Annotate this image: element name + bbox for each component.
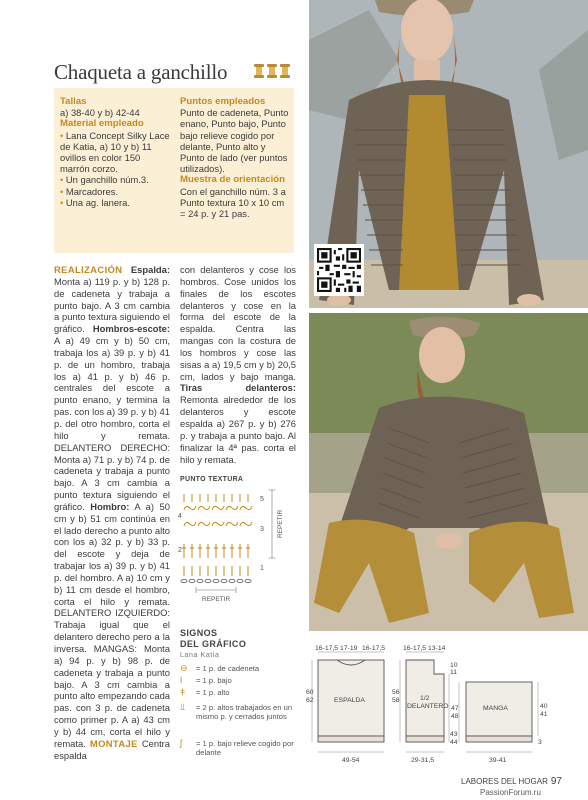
- svg-text:62: 62: [306, 697, 314, 704]
- row-number: 2: [178, 547, 182, 554]
- list-item: • Una ag. lanera.: [60, 196, 130, 208]
- chart-stitch: [198, 506, 210, 510]
- svg-text:ESPALDA: ESPALDA: [334, 697, 365, 704]
- qr-code[interactable]: [314, 244, 364, 296]
- subheading: Tiras delanteros:: [180, 382, 296, 394]
- svg-text:13-14: 13-14: [428, 645, 446, 652]
- spool-icon: [267, 64, 277, 78]
- svg-text:29-31,5: 29-31,5: [411, 757, 435, 764]
- page-title: Chaqueta a ganchillo: [54, 60, 228, 84]
- repeat-label-vertical: REPETIR: [277, 509, 284, 538]
- chart-stitch: [240, 506, 252, 510]
- row-number: 4: [178, 513, 182, 520]
- row-number: 1: [260, 565, 264, 572]
- svg-text:47: 47: [451, 705, 459, 712]
- punto-bajo-symbol-icon: ǀ: [180, 675, 183, 685]
- svg-text:DELANTERO: DELANTERO: [407, 703, 449, 710]
- instructions-column-2: [180, 264, 296, 465]
- spool-icon: [254, 64, 264, 78]
- chart-stitch: [184, 506, 196, 510]
- svg-text:49-54: 49-54: [342, 757, 360, 764]
- svg-text:58: 58: [392, 697, 400, 704]
- chart-stitch: [212, 506, 224, 510]
- materials-box: [54, 88, 294, 253]
- svg-text:48: 48: [451, 713, 459, 720]
- subheading: Hombros-escote:: [92, 323, 170, 335]
- svg-text:16-17,5: 16-17,5: [403, 645, 427, 652]
- paragraph: con delanteros y cose los hombros. Cose unidos los finales de los escotes delanteros y cose en la forma del escote de la espalda. Centra las mangas con la costura de los hombros y cose las sisas a a) 19,5 cm y b) 20,5 cm, lados y bajo manga.: [180, 264, 296, 382]
- bullet-icon: •: [60, 129, 66, 141]
- chart-stitch: [226, 522, 238, 526]
- qr-code-icon: [317, 247, 361, 293]
- stitches-column: [180, 96, 292, 219]
- paragraph: A a) 49 cm y b) 50 cm, trabaja los a) 39 p. y b) 41 p. de un hombro, trabaja los a) 41 p. y b) 46 p. centrales del escote a punto enano, y termina la pas. con los a) 39 p. y b) 41 p. del otro hombro, corta el hilo y remata. DELANTERO DERECHO: Monta a) 71 p. y b) 74 p. de cadeneta y trabaja a punto bajo. A 3 cm cambia a punto textura siguiendo el gráfico.: [54, 335, 170, 512]
- section-heading: MONTAJE: [89, 737, 138, 749]
- materials-column: [60, 96, 172, 208]
- box-heading: Muestra de orientación: [180, 174, 286, 186]
- magazine-name: LABORES DEL HOGAR: [461, 777, 548, 786]
- svg-text:44: 44: [450, 739, 458, 746]
- difficulty-rating: [254, 64, 290, 78]
- chart-stitch: [184, 522, 196, 526]
- chart-title: PUNTO TEXTURA: [180, 476, 244, 483]
- bullet-icon: •: [60, 174, 66, 186]
- svg-text:40: 40: [540, 703, 548, 710]
- svg-text:MANGA: MANGA: [483, 705, 508, 712]
- section-heading: REALIZACIÓN: [54, 264, 123, 275]
- chart-stitch: [212, 522, 224, 526]
- row-number: 5: [260, 496, 264, 503]
- svg-text:1/2: 1/2: [420, 695, 430, 702]
- paragraph: Centra espalda: [54, 737, 171, 761]
- svg-text:16-17,5: 16-17,5: [362, 645, 386, 652]
- cadeneta-symbol-icon: ⊖: [180, 663, 188, 673]
- instructions-column-1: [54, 264, 170, 761]
- paragraph: Monta a) 119 p. y b) 128 p. de cadeneta y trabaja a punto bajo. A 3 cm cambia a punto textura siguiendo el gráfico.: [54, 275, 170, 335]
- bullet-icon: •: [60, 196, 66, 208]
- paragraph: A a) 50 cm y b) 51 cm continúa en el lado derecho a punto alto con los a) 32 p. y b) 33 p. del escote y deja de trabajar los a) 39 p. y b) 41 p. del hombro. A a) 10 cm y b) 11 cm desde el hombro, corta el hilo y remata. DELANTERO IZQUIERDO: Trabaja igual que el delantero derecho pero a la inversa. MANGAS: Monta a) 94 p. y b) 98 p. de cadeneta y trabaja a punto bajo. A 3 cm cambia a punto alto empezando cada pas. con 3 p. de cadeneta como primer p. A a) 43 cm y b) 44 cm, corta el hilo y remata.: [54, 500, 170, 749]
- chart-stitch: [226, 506, 238, 510]
- legend-heading: SIGNOS DEL GRÁFICO Lana Katia: [180, 628, 247, 659]
- svg-text:11: 11: [450, 669, 458, 676]
- crochet-chart: [176, 486, 286, 604]
- spool-icon: [280, 64, 290, 78]
- bajo-relieve-symbol-icon: ʃ: [180, 738, 182, 748]
- bullet-icon: •: [60, 185, 66, 197]
- punto-alto-symbol-icon: ǂ: [180, 687, 186, 697]
- svg-text:60: 60: [306, 689, 314, 696]
- chart-stitch: [240, 522, 252, 526]
- repeat-label-horizontal: REPETIR: [202, 596, 231, 603]
- garment-schematics: [304, 640, 588, 765]
- chart-stitch: [198, 522, 210, 526]
- svg-text:43: 43: [450, 731, 458, 738]
- subheading: Espalda:: [130, 264, 170, 275]
- paragraph: Remonta alrededor de los delanteros y escote espalda a) 267 p. y b) 276 p. y trabaja a punto bajo. Al finalizar la 4ª pas. corta el hilo y remata.: [180, 394, 296, 465]
- model-photo-bottom: [309, 313, 588, 631]
- page-number: 97: [550, 776, 562, 787]
- svg-text:41: 41: [540, 711, 548, 718]
- watermark: PassionForum.ru: [480, 788, 541, 797]
- svg-text:39-41: 39-41: [489, 757, 507, 764]
- page-footer: [461, 776, 562, 787]
- box-heading: Puntos empleados: [180, 96, 266, 107]
- subheading: Hombro:: [90, 500, 130, 512]
- row-number: 3: [260, 526, 264, 533]
- svg-text:3: 3: [538, 739, 542, 746]
- box-text: a) 38-40 y b) 42-44: [60, 107, 140, 119]
- svg-text:17-19: 17-19: [340, 645, 358, 652]
- svg-text:16-17,5: 16-17,5: [315, 645, 339, 652]
- svg-text:56: 56: [392, 689, 400, 696]
- puntos-juntos-symbol-icon: ⫫: [180, 702, 186, 712]
- box-text: Punto de cadeneta, Punto enano, Punto bajo, Punto bajo relieve cogido por delante, Punto alto y Punto de lado (ver puntos utilizados).: [180, 107, 289, 175]
- list-item: • Lana Concept Silky Lace de Katia, a) 10 y b) 11 ovillos en color 150 marrón corzo.: [60, 129, 170, 175]
- box-heading: Tallas: [60, 96, 87, 107]
- svg-text:10: 10: [450, 662, 458, 669]
- box-text: Con el ganchillo núm. 3 a Punto textura 10 x 10 cm = 24 p. y 21 pas.: [180, 185, 286, 220]
- box-heading: Material empleado: [60, 118, 144, 130]
- list-item: • Marcadores.: [60, 185, 118, 197]
- list-item: • Un ganchillo núm.3.: [60, 174, 149, 186]
